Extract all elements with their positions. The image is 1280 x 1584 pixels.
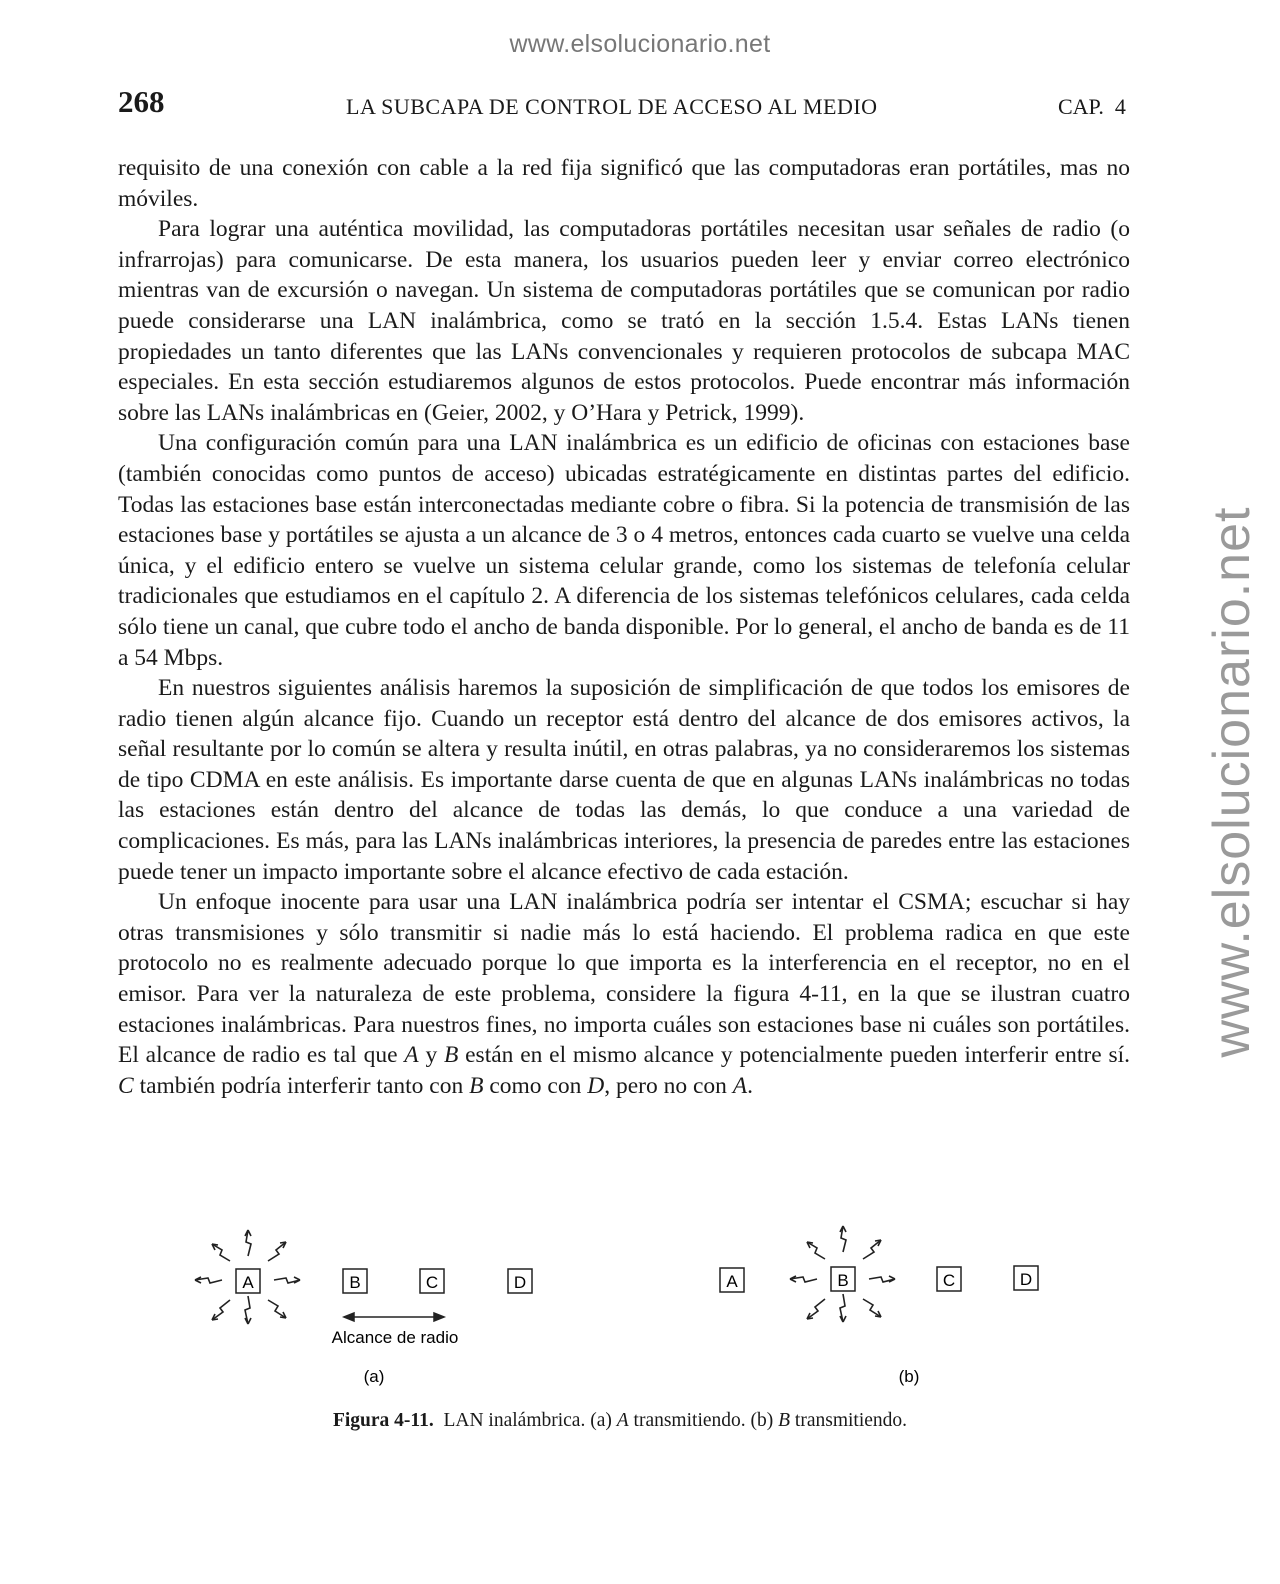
station-ref: B: [443, 1042, 459, 1069]
station-ref: A: [404, 1042, 419, 1069]
paragraph: Para lograr una auténtica movilidad, las computadoras portátiles necesitan usar señales de radio (o infrarrojas) para comunicarse. De esta manera, los usuarios pueden leer y enviar correo electrónico mientras van de excursión o navegan. Un sistema de computadoras portátiles que se comunican por radio puede considerarse una LAN inalámbrica, como se trató en la sección 1.5.4. Estas LANs tienen propiedades un tanto diferentes que las LANs convencionales y requieren protocolos de subcapa MAC especiales. En esta sección estudiaremos algunos de estos protocolos. Puede encontrar más información sobre las LANs inalámbricas en (Geier, 2002, y O’Hara y Petrick, 1999).: [118, 216, 1130, 426]
caption-text: transmitiendo. (b): [628, 1410, 779, 1431]
text-run: , pero no con: [604, 1072, 733, 1099]
text-run: también podría interferir tanto con: [133, 1072, 470, 1099]
text-run: y: [418, 1042, 444, 1069]
panel-a: [195, 1230, 532, 1386]
range-label: Alcance de radio: [331, 1328, 459, 1347]
page-number: 268: [118, 84, 165, 119]
running-head: LA SUBCAPA DE CONTROL DE ACCESO AL MEDIO: [346, 94, 878, 119]
panel-label-a: (a): [363, 1367, 385, 1386]
station-label: B: [837, 1271, 849, 1290]
station-label: A: [242, 1273, 254, 1292]
station-ref: D: [587, 1072, 605, 1099]
station-ref: B: [469, 1072, 484, 1099]
station-ref: A: [616, 1410, 629, 1431]
figure-caption: [0, 1410, 1240, 1432]
range-arrow: [344, 1313, 444, 1321]
paragraph: [118, 887, 1130, 1101]
text-run: Un enfoque inocente para usar una LAN inalámbrica podría ser intentar el CSMA; escuchar si hay otras transmisiones y sólo transmitir si nadie más lo está haciendo. El problema radica en que este protocolo no es realmente adecuado porque lo que importa es la interferencia en el receptor, no en el emisor. Para ver la naturaleza de este problema, considere la figura 4-11, en la que se ilustran cuatro estaciones inalámbricas. Para nuestros fines, no importa cuáles son estaciones base ni cuáles son portátiles. El alcance de radio es tal que: [118, 889, 1130, 1069]
chapter-label: CAP. 4: [1058, 94, 1126, 119]
station-label: D: [513, 1273, 527, 1292]
body-text: [118, 153, 1130, 1101]
station-label: D: [1019, 1270, 1033, 1289]
paragraph: requisito de una conexión con cable a la red fija significó que las computadoras eran portátiles, mas no móviles.: [118, 155, 1130, 212]
station-label: C: [942, 1271, 956, 1290]
panel-b: [720, 1226, 1038, 1386]
station-label: C: [425, 1273, 439, 1292]
figure-svg: [180, 1216, 1080, 1396]
caption-text: LAN inalámbrica. (a): [433, 1410, 617, 1431]
station-label: A: [726, 1272, 738, 1291]
paragraph: Una configuración común para una LAN inalámbrica es un edificio de oficinas con estaciones base (también conocidas como puntos de acceso) ubicadas estratégicamente en distintas partes del edificio. Todas las estaciones base están interconectadas mediante cobre o fibra. Si la potencia de transmisión de las estaciones base y portátiles se ajusta a un alcance de 3 o 4 metros, entonces cada cuarto se vuelve una celda única, y el edificio entero se vuelve un sistema celular grande, como los sistemas de telefonía celular tradicionales que estudiamos en el capítulo 2. A diferencia de los sistemas telefónicos celulares, cada celda sólo tiene un canal, que cubre todo el ancho de banda disponible. Por lo general, el ancho de banda es de 11 a 54 Mbps.: [118, 430, 1130, 671]
watermark-top: www.elsolucionario.net: [509, 30, 771, 58]
caption-label: Figura 4-11.: [332, 1410, 434, 1431]
station-ref: C: [118, 1072, 134, 1099]
figure-4-11: [180, 1216, 1080, 1396]
caption-text: transmitiendo.: [790, 1410, 908, 1431]
paragraph: En nuestros siguientes análisis haremos la suposición de simplificación de que todos los emisores de radio tienen algún alcance fijo. Cuando un receptor está dentro del alcance de dos emisores activos, la señal resultante por lo común se altera y resulta inútil, en otras palabras, ya no consideraremos los sistemas de tipo CDMA en este análisis. Es importante darse cuenta de que en algunas LANs inalámbricas no todas las estaciones están dentro del alcance de todas las demás, lo que conduce a una variedad de complicaciones. Es más, para las LANs inalámbricas interiores, la presencia de paredes entre las estaciones puede tener un impacto importante sobre el alcance efectivo de cada estación.: [118, 675, 1130, 885]
text-run: están en el mismo alcance y potencialmente pueden interferir entre sí.: [458, 1042, 1131, 1069]
text-run: como con: [483, 1072, 588, 1099]
panel-label-b: (b): [898, 1367, 920, 1386]
text-run: .: [747, 1072, 753, 1099]
station-label: B: [349, 1273, 361, 1292]
station-ref: B: [778, 1410, 791, 1431]
station-ref: A: [732, 1072, 748, 1099]
watermark-side-text: www.elsolucionario.net: [1203, 506, 1261, 1058]
